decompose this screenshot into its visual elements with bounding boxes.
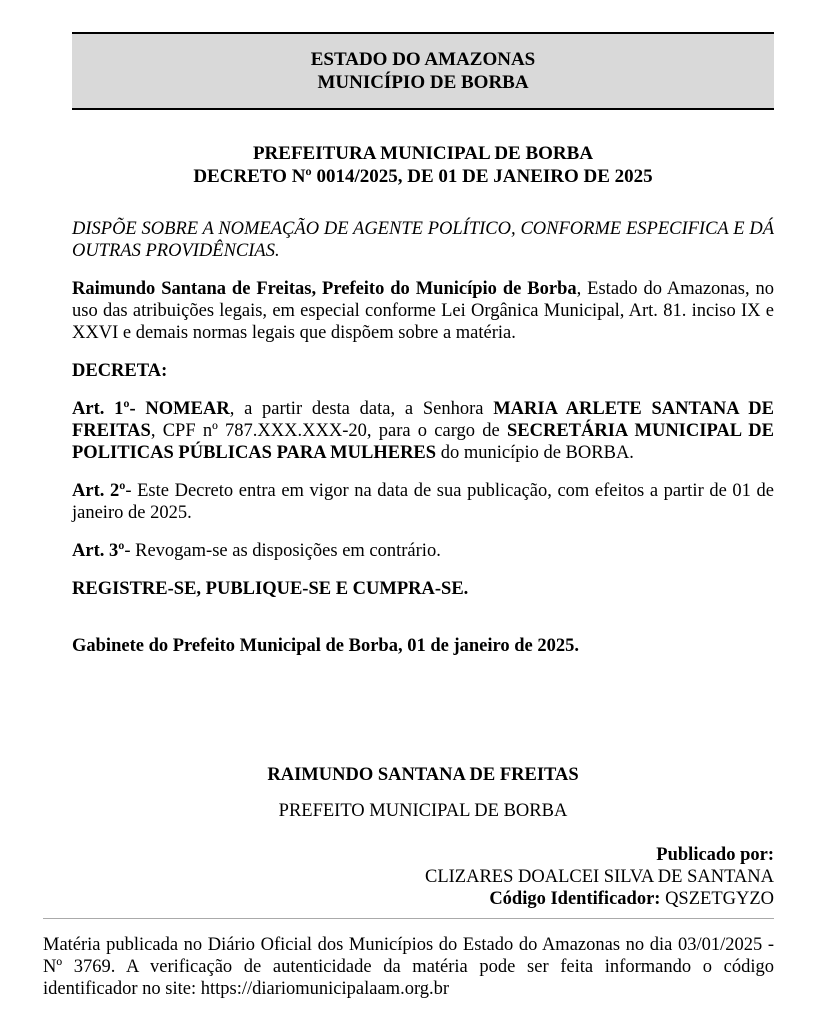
art3-label: Art. 3º <box>72 541 125 561</box>
ementa: DISPÕE SOBRE A NOMEAÇÃO DE AGENTE POLÍTICO, CONFORME ESPECIFICA E DÁ OUTRAS PROVIDÊNCIAS. <box>72 219 774 261</box>
municipality-name: MUNICÍPIO DE BORBA <box>317 72 529 93</box>
signatory-name: RAIMUNDO SANTANA DE FREITAS <box>267 765 579 785</box>
art2-text: - Este Decreto entra em vigor na data de sua publicação, com efeitos a partir de 01 de janeiro de 2025. <box>72 481 775 523</box>
footer-note: Matéria publicada no Diário Oficial dos Municípios do Estado do Amazonas no dia 03/01/2025 - Nº 3769. A verificação de autenticidade da matéria pode ser feita informando o código identificador no site: https://diariomunicipalaam.org.br <box>43 935 774 999</box>
art2-label: Art. 2º <box>72 481 126 501</box>
publication-info <box>74 844 774 910</box>
decree-body <box>72 218 774 657</box>
preamble-text: , Estado do Amazonas, no uso das atribuições legais, em especial conforme Lei Orgânica Municipal, Art. 81. inciso IX e XXVI e demais normas legais que dispõem sobre a matéria. <box>72 279 774 343</box>
header-banner <box>72 32 774 110</box>
art3-text: - Revogam-se as disposições em contrário. <box>124 541 441 561</box>
signature-block <box>72 764 774 822</box>
preamble <box>72 278 774 344</box>
place-date: Gabinete do Prefeito Municipal de Borba, 01 de janeiro de 2025. <box>72 636 580 656</box>
article-2 <box>72 480 774 524</box>
art1-text-3: do município de BORBA. <box>436 443 634 463</box>
signatory-role: PREFEITO MUNICIPAL DE BORBA <box>278 801 568 821</box>
art1-verb: NOMEAR <box>145 399 230 419</box>
footer-divider <box>43 918 774 919</box>
preamble-author: Raimundo Santana de Freitas, Prefeito do Município de Borba <box>72 279 577 299</box>
published-by-label: Publicado por: <box>656 845 774 865</box>
art1-text-2: , CPF nº 787.XXX.XXX-20, para o cargo de <box>150 421 507 441</box>
identifier-label: Código Identificador: <box>489 889 661 909</box>
art1-text-1: , a partir desta data, a Senhora <box>229 399 494 419</box>
article-1 <box>72 398 774 464</box>
title-line-1: PREFEITURA MUNICIPAL DE BORBA <box>252 143 594 164</box>
art1-position: SECRETÁRIA MUNICIPAL DE POLITICAS PÚBLICAS PARA MULHERES <box>72 421 774 463</box>
title-line-2: DECRETO Nº 0014/2025, DE 01 DE JANEIRO DE 2025 <box>193 166 653 187</box>
article-3 <box>72 540 774 562</box>
decree-title <box>72 142 774 188</box>
publisher-name: CLIZARES DOALCEI SILVA DE SANTANA <box>424 867 774 887</box>
art1-person: MARIA ARLETE SANTANA DE FREITAS <box>72 399 774 441</box>
decreta-heading: DECRETA: <box>72 361 168 381</box>
identifier-code: QSZETGYZO <box>665 889 774 909</box>
art1-label: Art. 1º- <box>72 399 136 419</box>
state-name: ESTADO DO AMAZONAS <box>310 49 536 70</box>
closing-formula: REGISTRE-SE, PUBLIQUE-SE E CUMPRA-SE. <box>72 579 469 599</box>
identifier-line <box>74 888 774 910</box>
